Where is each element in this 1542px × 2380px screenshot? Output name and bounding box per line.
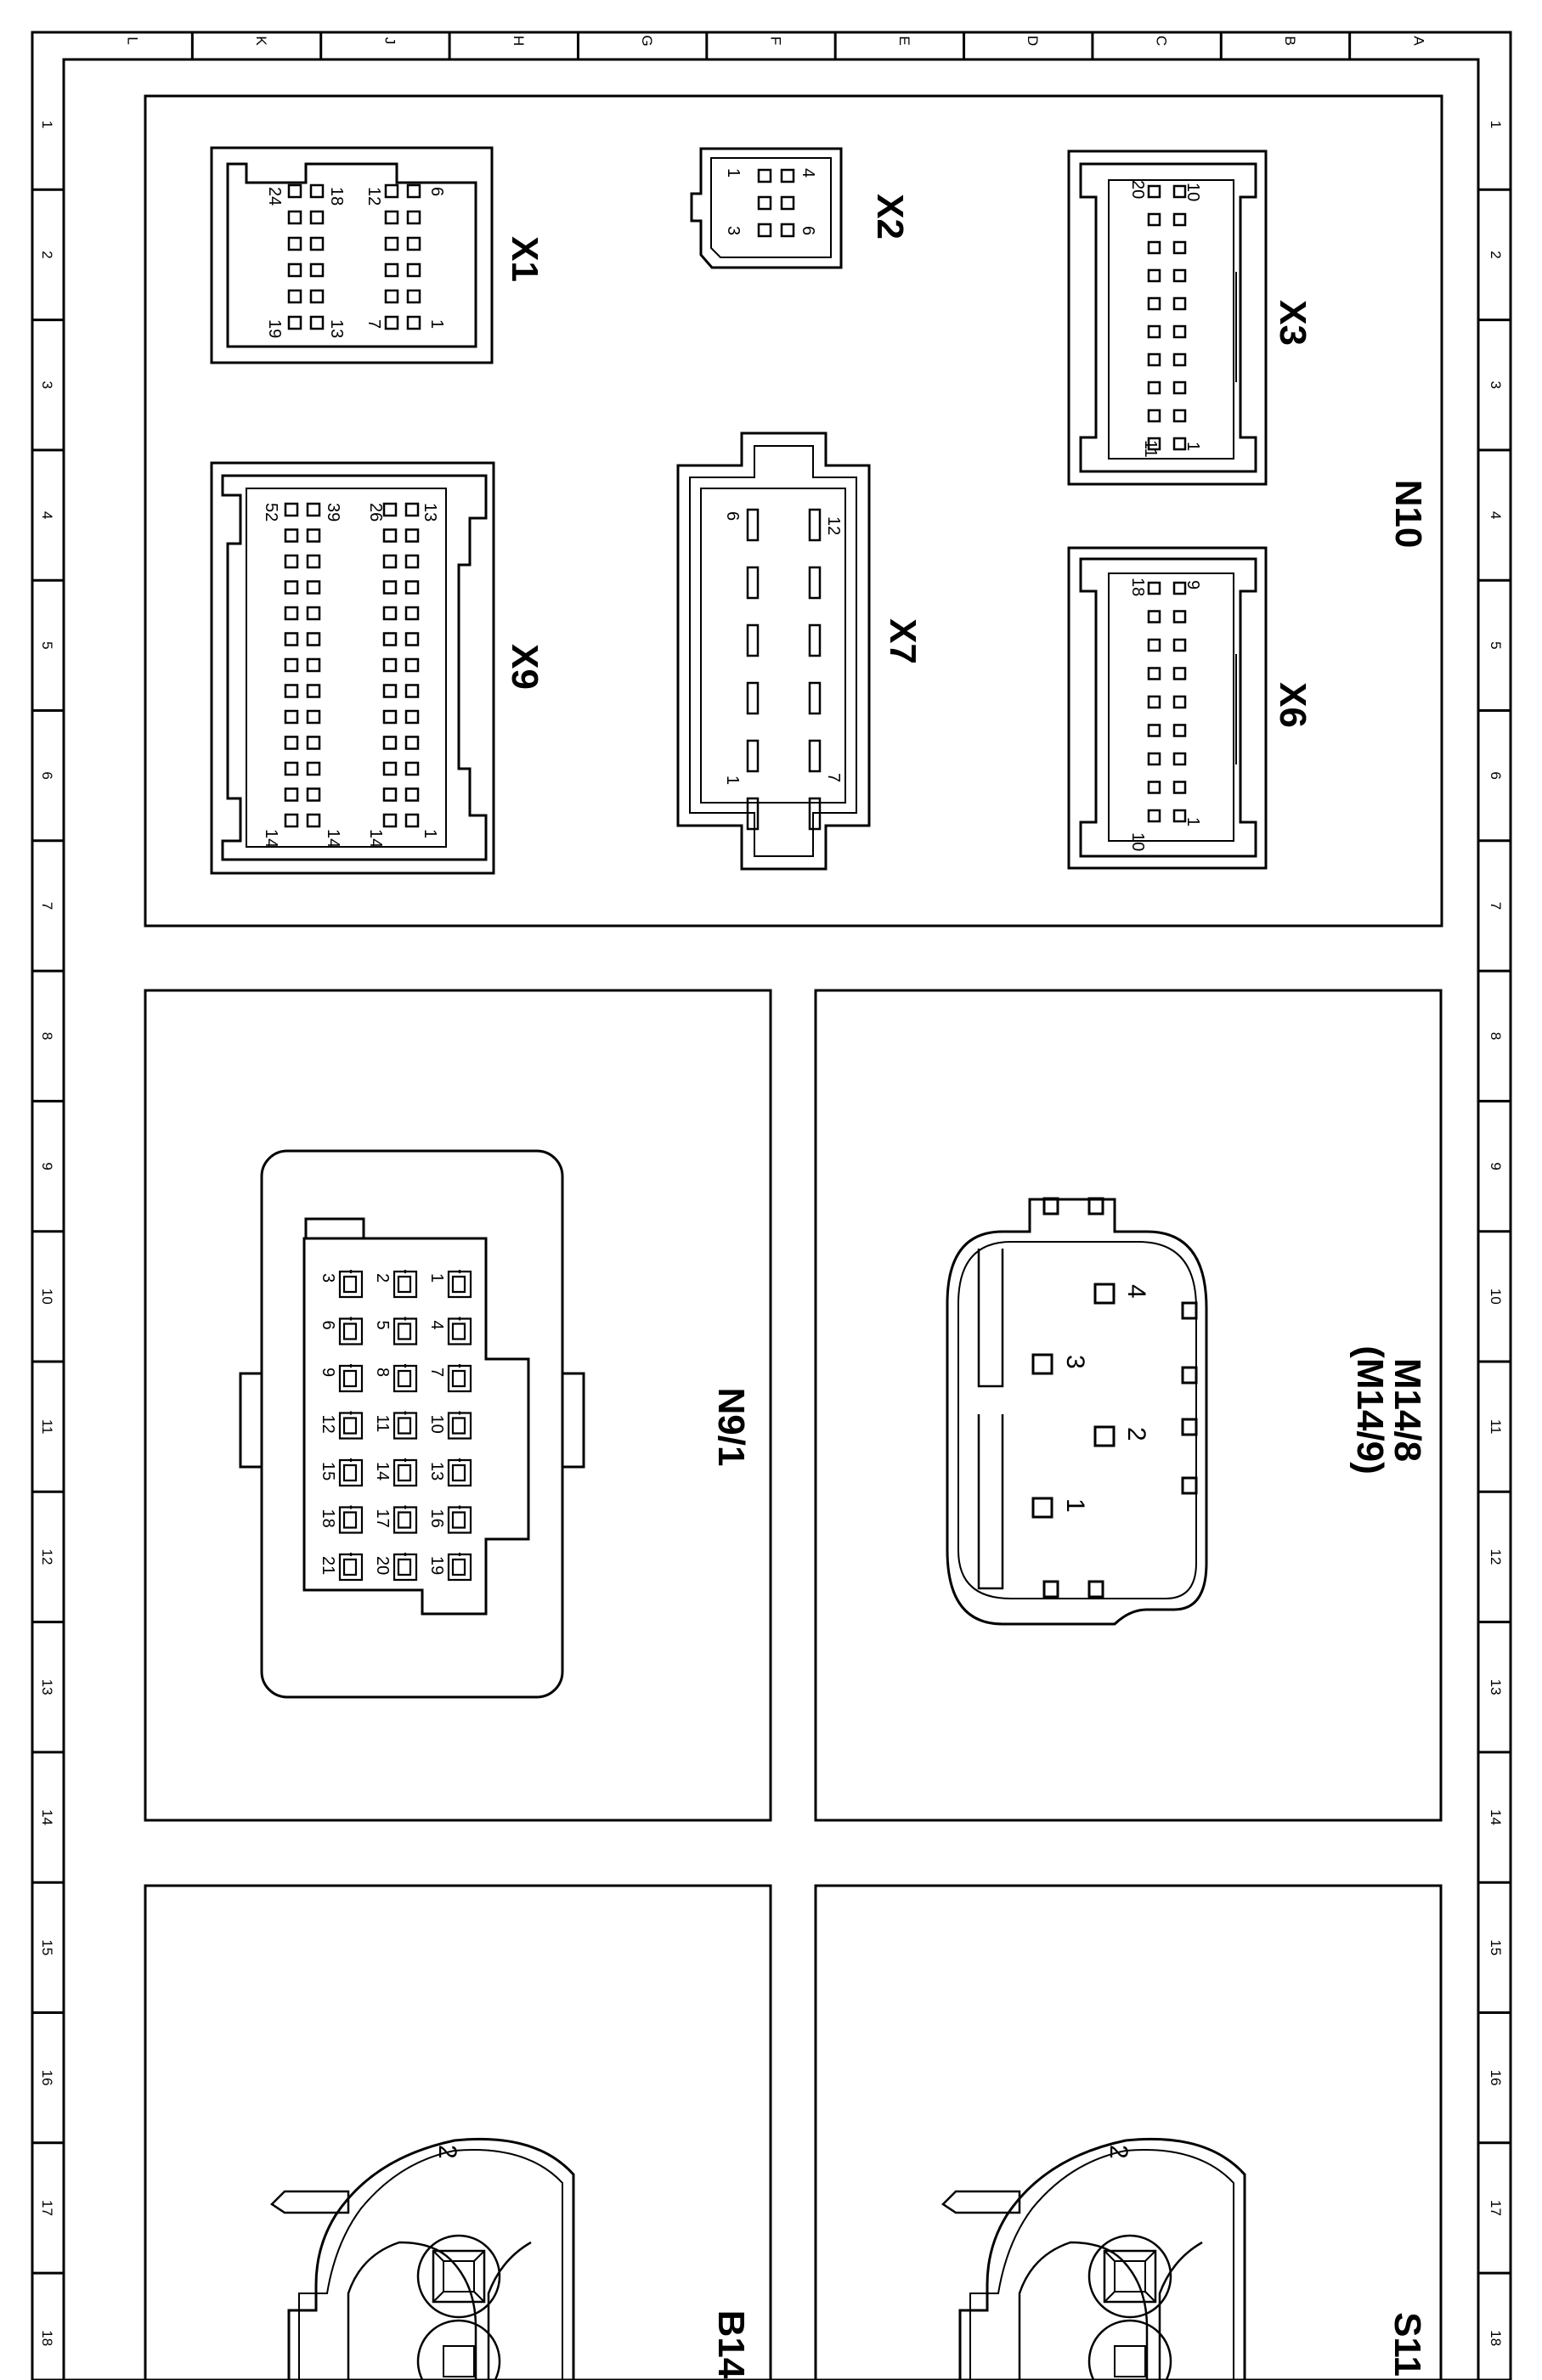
column-letter: K [253, 36, 270, 46]
pin-cavity [408, 238, 420, 250]
pin-cavity [384, 815, 396, 826]
x1-pin-grid [289, 185, 420, 329]
n9-1-pin-number: 5 [373, 1320, 392, 1330]
pin-cavity [1149, 697, 1160, 708]
pin-cavity [285, 530, 297, 542]
n9-1-pin-number: 21 [319, 1556, 337, 1576]
x6-pin-9: 9 [1183, 580, 1202, 590]
pin-cavity [1174, 697, 1185, 708]
pin-cavity [384, 556, 396, 567]
pin-cavity [1149, 298, 1160, 309]
n10-label: N10 [1387, 479, 1429, 549]
m14-8-pin-2: 2 [1122, 1427, 1150, 1441]
connector-x1 [212, 148, 492, 363]
n9-1-pin-number: 3 [319, 1273, 337, 1283]
n9-1-pin-number: 8 [373, 1368, 392, 1378]
pin-cavity [285, 763, 297, 775]
pin-cavity [1149, 186, 1160, 197]
row-number-right: 17 [1488, 2199, 1504, 2216]
b14-label: B14 [710, 2310, 752, 2379]
pin-cavity [810, 741, 820, 771]
pin-cavity [1174, 354, 1185, 365]
column-letter: E [895, 36, 912, 46]
pin-cavity [406, 789, 418, 801]
row-number-right: 7 [1488, 901, 1504, 911]
x3-pin-20: 20 [1128, 180, 1147, 200]
n9-1-pin-number: 2 [373, 1273, 392, 1283]
x9-pin-52: 52 [262, 503, 280, 522]
row-number-left: 3 [39, 381, 55, 389]
row-number-right: 15 [1488, 1939, 1504, 1956]
row-number-right: 1 [1488, 120, 1504, 129]
row-number-left: 14 [39, 1809, 55, 1826]
n9-1-pin-number: 15 [319, 1462, 337, 1481]
pin-cavity [386, 238, 398, 250]
pin-cavity [384, 582, 396, 594]
panel-n10 [145, 96, 1442, 926]
row-number-right: 18 [1488, 2330, 1504, 2347]
n9-1-pin-grid [340, 1270, 471, 1580]
pin-cavity [285, 711, 297, 723]
n9-1-pin-number: 12 [319, 1414, 337, 1434]
pin-cavity [1149, 583, 1160, 594]
pin-cavity [289, 185, 301, 197]
pin-cavity [311, 238, 323, 250]
x2-pin-3: 3 [724, 226, 743, 236]
x9-pin-13: 13 [421, 503, 439, 522]
m14-8-label: M14/8 [1387, 1357, 1428, 1463]
pin-cavity [810, 567, 820, 598]
pin-cavity [285, 556, 297, 567]
x6-pin-grid [1149, 583, 1185, 821]
m14-8-pin-3: 3 [1061, 1355, 1089, 1369]
n9-1-pin-number: 16 [427, 1509, 446, 1528]
pin-cavity [1174, 410, 1185, 421]
row-number-right: 3 [1488, 381, 1504, 389]
pin-cavity [308, 556, 319, 567]
pin-cavity [748, 567, 758, 598]
pin-cavity [1174, 214, 1185, 225]
row-number-left: 9 [39, 1162, 55, 1170]
pin-cavity [449, 1272, 471, 1297]
n9-1-pin-number: 4 [427, 1320, 446, 1330]
pin-cavity [340, 1319, 362, 1345]
x1-pin-1: 1 [427, 319, 446, 330]
row-number-left: 11 [39, 1418, 55, 1435]
connector-x3 [1069, 151, 1266, 484]
pin-cavity [748, 510, 758, 540]
pin-cavity [406, 685, 418, 697]
x6-label: X6 [1272, 682, 1313, 728]
m14-8-pin-1: 1 [1061, 1498, 1089, 1513]
n9-1-pin-number: 6 [319, 1320, 337, 1330]
connector-x9 [212, 463, 494, 873]
row-number-left: 13 [39, 1678, 55, 1695]
column-letter: H [510, 35, 527, 47]
column-letter: C [1153, 35, 1170, 47]
pin-cavity [406, 530, 418, 542]
n9-1-pin-number: 13 [427, 1462, 446, 1481]
pin-cavity [1174, 782, 1185, 793]
pin-cavity [285, 607, 297, 619]
pin-cavity [340, 1554, 362, 1580]
row-number-right: 10 [1488, 1288, 1504, 1305]
m14-8-pin-4: 4 [1122, 1284, 1150, 1299]
pin-cavity [289, 211, 301, 223]
x1-pin-13: 13 [327, 319, 346, 339]
pin-cavity [308, 582, 319, 594]
pin-cavity [394, 1508, 416, 1533]
row-number-left: 12 [39, 1548, 55, 1565]
row-number-left: 8 [39, 1032, 55, 1041]
pin-cavity [384, 504, 396, 516]
pin-cavity [394, 1366, 416, 1391]
pin-cavity [394, 1319, 416, 1345]
row-number-right: 12 [1488, 1548, 1504, 1565]
x9-pin-14b: 14 [324, 829, 342, 849]
pin-cavity [308, 634, 319, 646]
row-number-left: 2 [39, 251, 55, 259]
n9-1-pin-number: 20 [373, 1556, 392, 1576]
x9-pin-14a: 14 [366, 829, 385, 849]
pin-cavity [406, 815, 418, 826]
pin-cavity [1174, 242, 1185, 253]
connector-n9-1 [240, 1151, 584, 1697]
pin-cavity [289, 264, 301, 276]
pin-cavity [810, 683, 820, 713]
x1-pin-12: 12 [364, 187, 383, 206]
pin-cavity [449, 1413, 471, 1439]
pin-cavity [285, 504, 297, 516]
column-letter: A [1410, 36, 1427, 46]
pin-cavity [340, 1272, 362, 1297]
m14-9-alt-label: (M14/9) [1349, 1345, 1391, 1475]
pin-cavity [408, 211, 420, 223]
x2-label: X2 [869, 194, 911, 240]
x7-pin-grid [748, 510, 820, 829]
x1-label: X1 [504, 236, 545, 282]
pin-cavity [386, 290, 398, 302]
n9-1-pin-number: 11 [373, 1414, 392, 1433]
pin-cavity [406, 556, 418, 567]
pin-cavity [308, 530, 319, 542]
pin-cavity [1174, 668, 1185, 680]
panel-m14-8 [816, 990, 1441, 1820]
pin-cavity [311, 317, 323, 329]
n9-1-pin-number: 7 [427, 1368, 446, 1378]
pin-cavity [394, 1272, 416, 1297]
pin-cavity [406, 504, 418, 516]
row-number-right: 6 [1488, 771, 1504, 780]
connector-b14 [272, 2139, 573, 2380]
x1-pin-6: 6 [427, 187, 446, 197]
pin-cavity [1149, 810, 1160, 821]
row-number-right: 2 [1488, 251, 1504, 259]
pin-cavity [384, 789, 396, 801]
pin-cavity [384, 634, 396, 646]
column-letter: G [639, 35, 656, 47]
pin-cavity [1149, 382, 1160, 393]
pin-cavity [394, 1413, 416, 1439]
pin-cavity [1149, 668, 1160, 680]
panel-s11 [816, 1886, 1441, 2380]
x2-pin-4: 4 [799, 168, 817, 178]
pin-cavity [1149, 410, 1160, 421]
pin-cavity [1149, 753, 1160, 764]
pin-cavity [308, 763, 319, 775]
pin-cavity [406, 634, 418, 646]
column-letter: F [767, 36, 784, 46]
pin-cavity [311, 185, 323, 197]
pin-cavity [289, 290, 301, 302]
n9-1-label: N9/1 [710, 1387, 752, 1467]
pin-cavity [1174, 640, 1185, 651]
x7-pin-7: 7 [824, 773, 843, 783]
pin-cavity [394, 1460, 416, 1486]
panel-b14 [145, 1886, 771, 2380]
x1-pin-19: 19 [265, 319, 284, 339]
column-letter: D [1025, 35, 1042, 47]
pin-cavity [1149, 214, 1160, 225]
pin-cavity [308, 607, 319, 619]
pin-cavity [285, 789, 297, 801]
x2-pin-6: 6 [799, 226, 817, 236]
pin-cavity [384, 763, 396, 775]
pin-cavity [406, 659, 418, 671]
row-number-left: 6 [39, 771, 55, 780]
x3-pin-1: 1 [1183, 442, 1202, 452]
column-letter: J [381, 37, 398, 45]
s11-label: S11 [1387, 2312, 1428, 2377]
n9-1-pin-number: 19 [427, 1556, 446, 1576]
pin-cavity [311, 264, 323, 276]
pin-cavity [1149, 326, 1160, 337]
pin-cavity [748, 625, 758, 656]
x7-label: X7 [882, 618, 924, 664]
n9-1-pin-number: 9 [319, 1368, 337, 1378]
column-letter: B [1281, 36, 1298, 46]
x6-pin-1: 1 [1183, 817, 1202, 827]
pin-cavity [308, 504, 319, 516]
n9-1-pin-number: 10 [427, 1414, 446, 1434]
column-letter: L [124, 37, 141, 45]
pin-cavity [340, 1508, 362, 1533]
pin-cavity [285, 582, 297, 594]
pin-cavity [384, 711, 396, 723]
row-number-left: 5 [39, 641, 55, 650]
x7-pin-6: 6 [723, 511, 742, 522]
pin-cavity [408, 290, 420, 302]
x6-pin-18: 18 [1128, 578, 1147, 597]
pin-cavity [1174, 298, 1185, 309]
pin-cavity [748, 683, 758, 713]
pin-cavity [394, 1554, 416, 1580]
pin-cavity [406, 582, 418, 594]
pin-cavity [449, 1554, 471, 1580]
row-number-right: 14 [1488, 1809, 1504, 1826]
row-number-right: 4 [1488, 510, 1504, 520]
pin-cavity [406, 711, 418, 723]
s11-pin-2: 2 [1104, 2145, 1132, 2159]
x9-pin-1: 1 [421, 829, 439, 839]
pin-cavity [406, 737, 418, 749]
pin-cavity [308, 789, 319, 801]
pin-cavity [1149, 242, 1160, 253]
connector-m14-8 [947, 1198, 1206, 1624]
pin-cavity [449, 1319, 471, 1345]
pin-cavity [285, 685, 297, 697]
row-number-left: 7 [39, 901, 55, 911]
n9-1-pin-number: 1 [427, 1273, 446, 1283]
pin-cavity [1149, 612, 1160, 623]
pin-cavity [308, 737, 319, 749]
n9-1-pin-number: 17 [373, 1509, 392, 1528]
pin-cavity [748, 741, 758, 771]
row-number-right: 13 [1488, 1678, 1504, 1695]
row-number-left: 17 [39, 2199, 55, 2216]
pin-cavity [1149, 782, 1160, 793]
x9-pin-14c: 14 [262, 829, 280, 849]
pin-cavity [285, 634, 297, 646]
x7-pin-1: 1 [723, 775, 742, 786]
pin-cavity [340, 1413, 362, 1439]
pin-cavity [1174, 382, 1185, 393]
pin-cavity [408, 317, 420, 329]
pin-cavity [406, 607, 418, 619]
pin-cavity [449, 1508, 471, 1533]
pin-cavity [1174, 753, 1185, 764]
x9-pin-39: 39 [324, 503, 342, 522]
pin-cavity [384, 737, 396, 749]
x9-label: X9 [504, 644, 545, 690]
pin-cavity [810, 625, 820, 656]
pin-cavity [384, 685, 396, 697]
pin-cavity [1174, 612, 1185, 623]
pin-cavity [384, 607, 396, 619]
row-number-left: 18 [39, 2330, 55, 2347]
pin-cavity [386, 211, 398, 223]
connector-x2 [692, 149, 841, 268]
x3-pin-grid [1149, 186, 1185, 449]
pin-cavity [386, 185, 398, 197]
pin-cavity [340, 1460, 362, 1486]
pin-cavity [340, 1366, 362, 1391]
x3-pin-10: 10 [1183, 183, 1202, 202]
pin-cavity [285, 815, 297, 826]
row-number-left: 15 [39, 1939, 55, 1956]
row-number-right: 8 [1488, 1032, 1504, 1041]
x6-pin-10: 10 [1128, 832, 1147, 852]
pin-cavity [386, 317, 398, 329]
pin-cavity [311, 211, 323, 223]
pin-cavity [1149, 725, 1160, 736]
pin-cavity [406, 763, 418, 775]
pin-cavity [285, 737, 297, 749]
pin-cavity [285, 659, 297, 671]
pin-cavity [1149, 270, 1160, 281]
x9-pin-grid [285, 504, 418, 826]
pin-cavity [449, 1460, 471, 1486]
row-number-left: 10 [39, 1288, 55, 1305]
pin-cavity [289, 317, 301, 329]
pin-cavity [289, 238, 301, 250]
x1-pin-7: 7 [364, 319, 383, 330]
x9-pin-26: 26 [366, 503, 385, 522]
pin-cavity [1149, 640, 1160, 651]
pin-cavity [384, 530, 396, 542]
pin-cavity [308, 685, 319, 697]
x1-pin-24: 24 [265, 187, 284, 206]
x7-pin-12: 12 [824, 516, 843, 536]
x3-label: X3 [1272, 300, 1313, 346]
x3-pin-11: 11 [1141, 440, 1160, 458]
row-number-right: 11 [1488, 1418, 1504, 1435]
pin-cavity [308, 659, 319, 671]
row-number-right: 5 [1488, 641, 1504, 650]
pin-cavity [408, 185, 420, 197]
pin-cavity [308, 711, 319, 723]
b14-pin-2: 2 [433, 2145, 461, 2159]
connector-s11 [943, 2139, 1245, 2380]
connector-x6 [1069, 548, 1266, 868]
pin-cavity [408, 264, 420, 276]
pin-cavity [449, 1366, 471, 1391]
n9-1-pin-number: 18 [319, 1509, 337, 1528]
x1-pin-18: 18 [327, 187, 346, 206]
pin-cavity [386, 264, 398, 276]
n9-1-pin-number: 14 [373, 1462, 392, 1481]
pin-cavity [384, 659, 396, 671]
row-number-left: 16 [39, 2069, 55, 2086]
pin-cavity [1174, 270, 1185, 281]
row-number-right: 16 [1488, 2069, 1504, 2086]
row-number-right: 9 [1488, 1162, 1504, 1170]
row-number-left: 1 [39, 120, 55, 129]
connector-x7 [678, 433, 869, 869]
panel-n9-1 [145, 990, 771, 1820]
pin-cavity [308, 815, 319, 826]
pin-cavity [810, 510, 820, 540]
row-number-left: 4 [39, 510, 55, 520]
pin-cavity [1174, 326, 1185, 337]
pin-cavity [1174, 725, 1185, 736]
x2-pin-1: 1 [724, 168, 743, 178]
n9-1-pin-labels [319, 1273, 446, 1575]
pin-cavity [1149, 354, 1160, 365]
pin-cavity [311, 290, 323, 302]
